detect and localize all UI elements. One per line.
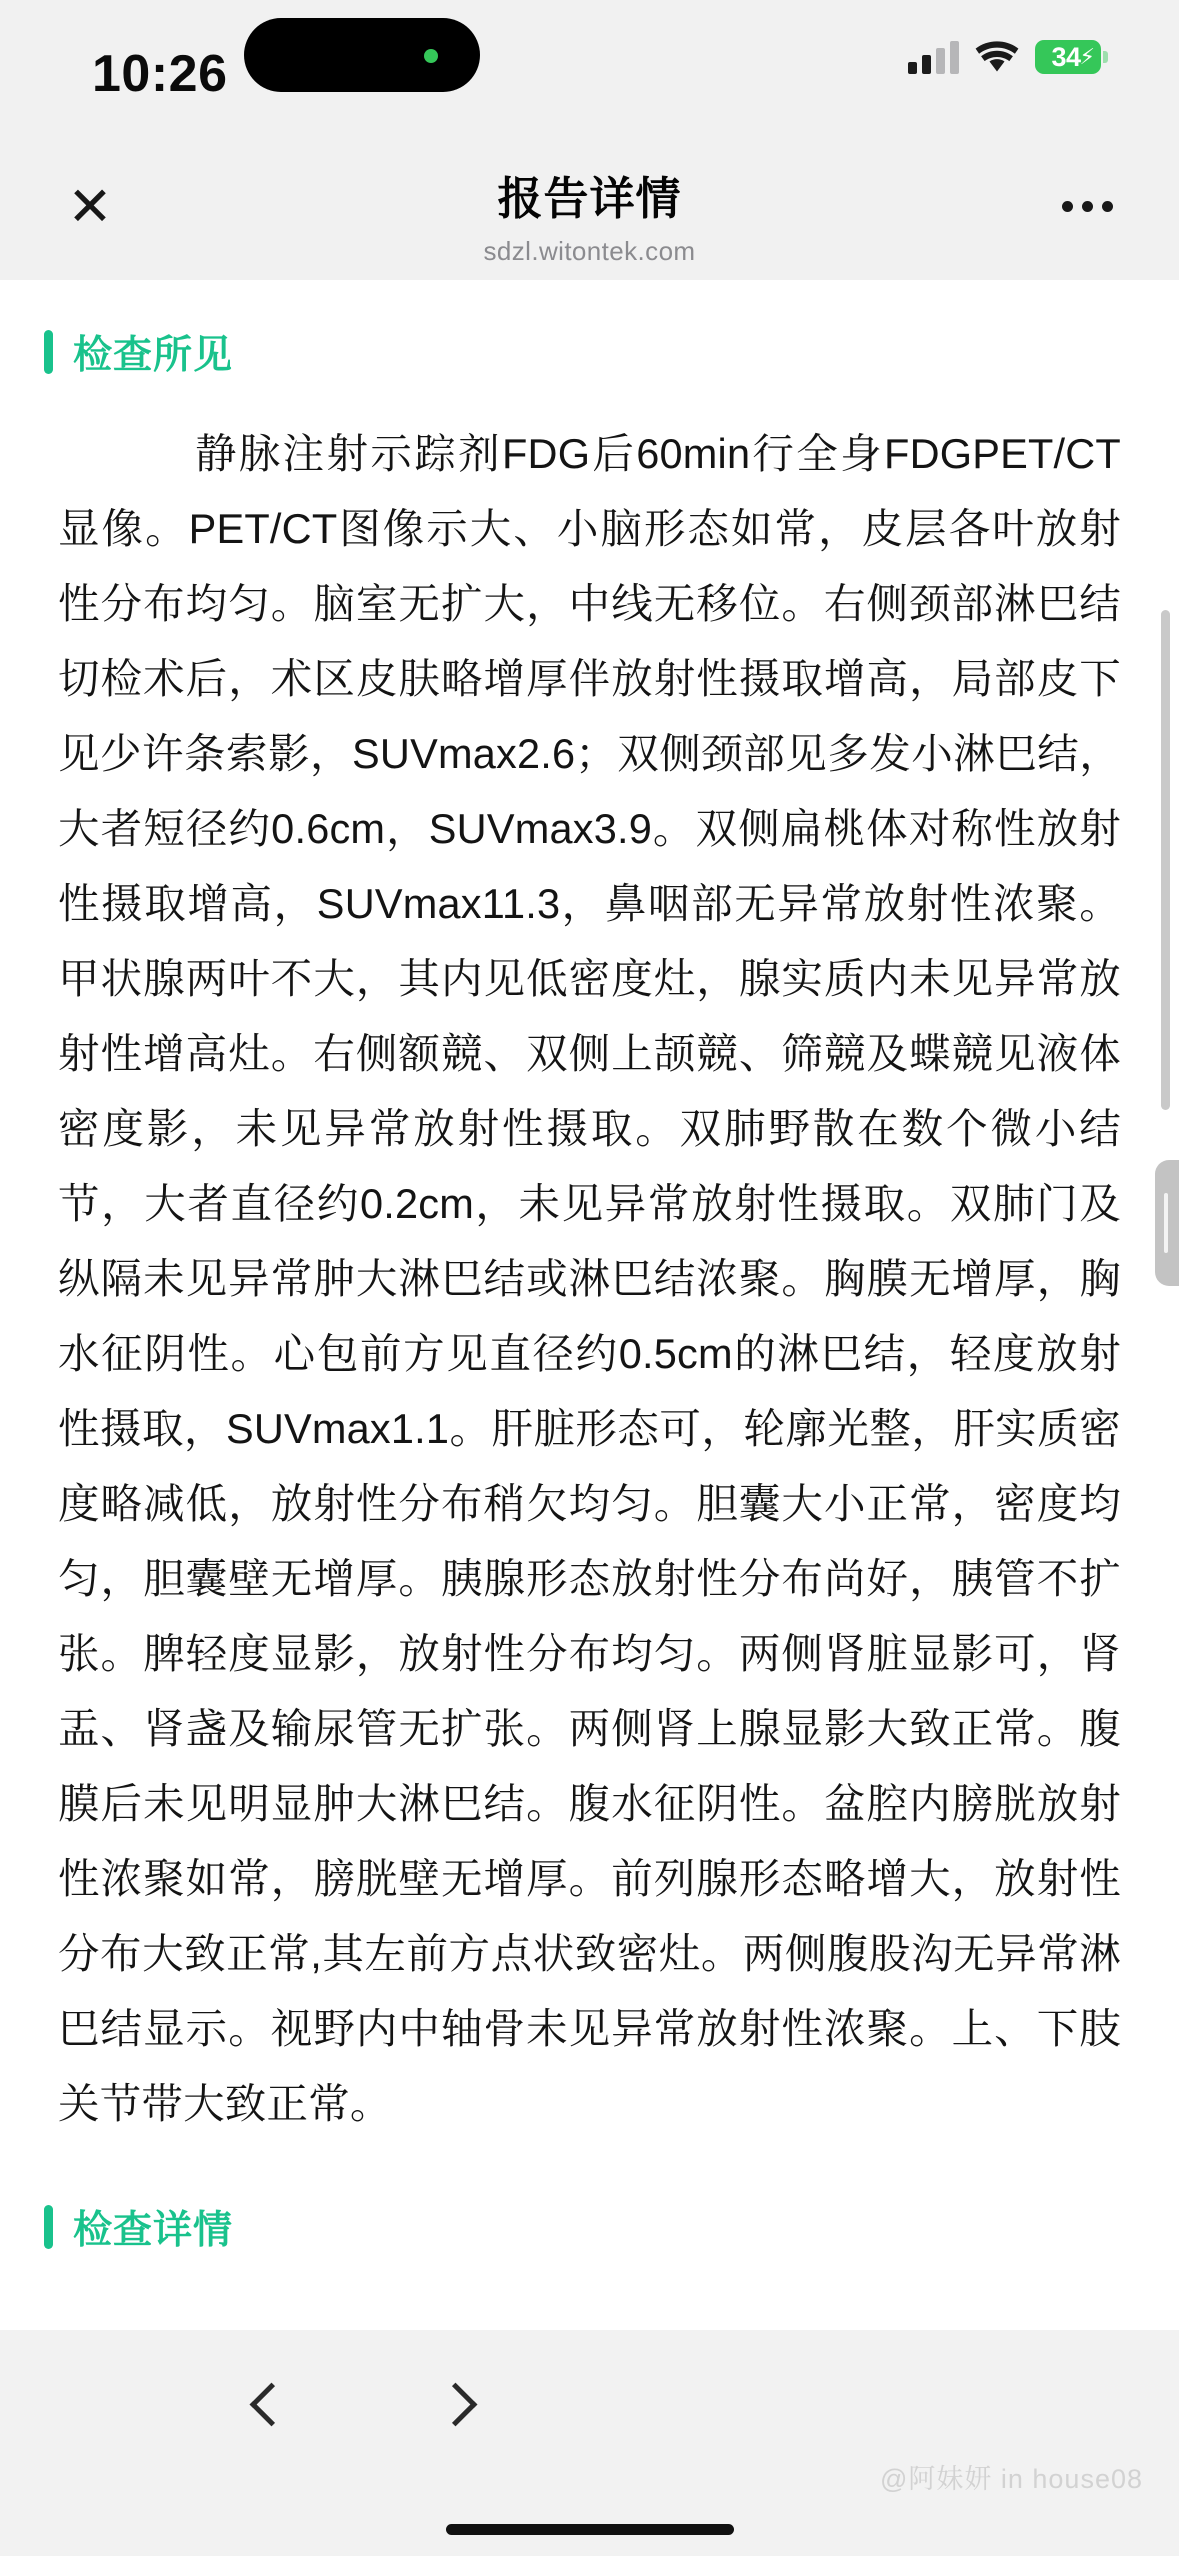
- chevron-left-icon: [252, 2382, 282, 2436]
- more-options-icon[interactable]: [1047, 176, 1127, 236]
- section-title-details: 检查详情: [73, 2209, 234, 2252]
- section-accent-bar: [44, 2205, 53, 2249]
- navigation-bar: [0, 150, 1179, 280]
- home-indicator[interactable]: [446, 2524, 734, 2535]
- watermark-label: @阿妹妍 in house08: [879, 2464, 1143, 2494]
- dynamic-island: [244, 18, 480, 92]
- battery-level-label: 34: [1051, 41, 1081, 72]
- section-header-details: [44, 2199, 1179, 2255]
- previous-page-button[interactable]: [212, 2354, 322, 2464]
- bottom-toolbar: [0, 2330, 1179, 2556]
- section-header-findings: [44, 324, 1179, 380]
- close-icon[interactable]: ✕: [67, 177, 113, 237]
- status-icons: [908, 40, 1101, 74]
- section-accent-bar: [44, 330, 53, 374]
- status-bar: [0, 0, 1179, 150]
- nav-title-block: [0, 162, 1179, 267]
- next-page-button[interactable]: [400, 2354, 510, 2464]
- report-content: [0, 280, 1179, 2275]
- charging-bolt-icon: ⚡: [1079, 44, 1095, 69]
- chevron-right-icon: [440, 2382, 470, 2436]
- section-title-findings: 检查所见: [73, 334, 234, 377]
- vertical-scrollbar[interactable]: [1161, 610, 1170, 1110]
- camera-active-indicator-icon: [424, 49, 438, 63]
- battery-icon: [1035, 40, 1101, 74]
- report-content-scroll-area[interactable]: [0, 280, 1179, 2330]
- edge-drag-handle[interactable]: [1155, 1160, 1179, 1286]
- status-time: 10:26: [92, 45, 228, 103]
- page-subtitle-domain: sdzl.witontek.com: [483, 236, 696, 266]
- page-title: 报告详情: [497, 173, 682, 224]
- findings-body-text: 静脉注射示踪剂FDG后60min行全身FDGPET/CT显像。PET/CT图像示大、小脑形态如常，皮层各叶放射性分布均匀。脑室无扩大，中线无移位。右侧颈部淋巴结切检术后，术区皮肤略增厚伴放射性摄取增高，局部皮下见少许条索影，SUVmax2.6；双侧颈部见多发小淋巴结，大者短径约0.6cm，SUVmax3.9。双侧扁桃体对称性放射性摄取增高，SUVmax11.3，鼻咽部无异常放射性浓聚。甲状腺两叶不大，其内见低密度灶，腺实质内未见异常放射性增高灶。右侧额競、双侧上颉競、筛競及蝶競见液体密度影，未见异常放射性摄取。双肺野散在数个微小结节，大者直径约0.2cm，未见异常放射性摄取。双肺门及纵隔未见异常肿大淋巴结或淋巴结浓聚。胸膜无增厚，胸水征阴性。心包前方见直径约0.5cm的淋巴结，轻度放射性摄取，SUVmax1.1。肝脏形态可，轮廓光整，肝实质密度略减低，放射性分布稍欠均匀。胆囊大小正常，密度均匀，胆囊壁无增厚。胰腺形态放射性分布尚好，胰管不扩张。脾轻度显影，放射性分布均匀。两侧肾脏显影可，肾盂、肾盏及输尿管无扩张。两侧肾上腺显影大致正常。腹膜后未见明显肿大淋巴结。腹水征阴性。盆腔内膀胱放射性浓聚如常，膀胱壁无增厚。前列腺形态略增大，放射性分布大致正常,其左前方点状致密灶。两侧腹股沟无异常淋巴结显示。视野内中轴骨未见异常放射性浓聚。上、下肢关节带大致正常。: [58, 430, 1121, 2127]
- cellular-signal-icon: [908, 40, 959, 74]
- wifi-icon: [975, 41, 1019, 74]
